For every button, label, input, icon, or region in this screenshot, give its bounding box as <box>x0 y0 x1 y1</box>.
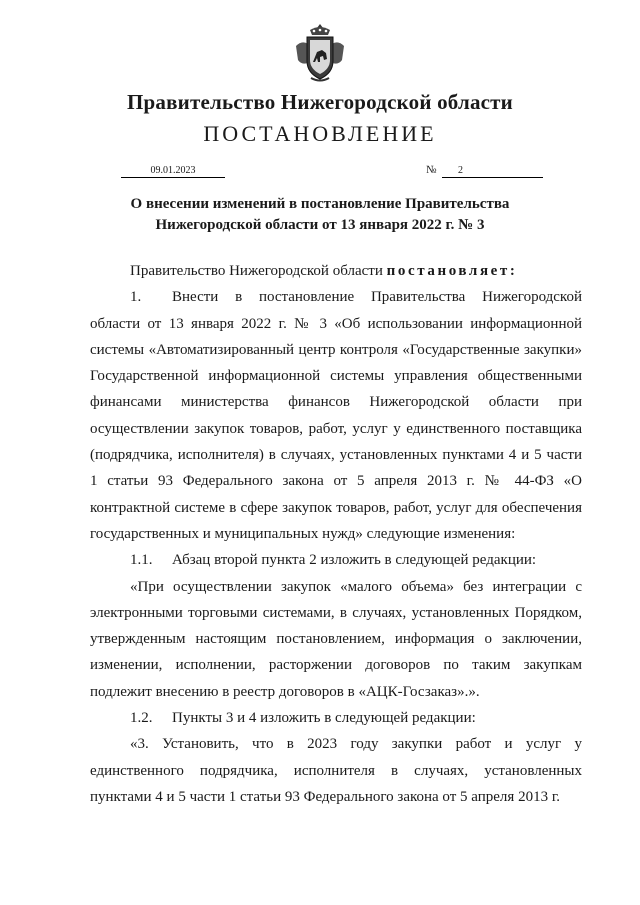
document-title-line: О внесении изменений в постановление Правительства <box>130 196 510 212</box>
intro-verb: постановляет: <box>386 263 518 279</box>
quote-paragraph-2: «3. Установить, что в 2023 году закупки работ и услуг у единственного подрядчика, исполнителя в случаях, установленных пунктами 4 и 5 части 1 статьи 93 Федерального закона от 5 апреля 2013 г. <box>90 736 582 805</box>
document-body <box>90 258 582 810</box>
paragraph-text: Внести в постановление Правительства Нижегородской области от 13 января 2022 г. № 3 «Об использовании информационной системы «Автоматизированный центр контроля «Государственные закупки» Государственной информационной системы управления общественными финансами министерства финансов Нижегородской области при осуществлении закупок товаров, работ, услуг у единственного поставщика (подрядчика, исполнителя) в случаях, установленных пунктами 4 и 5 части 1 статьи 93 Федерального закона от 5 апреля 2013 г. № 44-ФЗ «О контрактной системе в сфере закупок товаров, работ, услуг для обеспечения государственных и муниципальных нужд» следующие изменения: <box>90 289 582 542</box>
paragraph-text: Абзац второй пункта 2 изложить в следующей редакции: <box>172 552 537 569</box>
paragraph-1-1 <box>90 547 582 573</box>
paragraph-text: Пункты 3 и 4 изложить в следующей редакции: <box>172 710 476 727</box>
document-title-line: Нижегородской области от 13 января 2022 г. № 3 <box>155 217 485 233</box>
coat-of-arms-icon <box>294 22 346 84</box>
intro-paragraph <box>90 258 582 284</box>
paragraph-1 <box>90 284 582 547</box>
decree-date: 09.01.2023 <box>121 164 225 178</box>
quote-paragraph-1: «При осуществлении закупок «малого объема» без интеграции с электронными торговыми системами, в случаях, установленных Порядком, утвержденным настоящим постановлением, информация о заключении, изменении, исполнении, расторжении договоров по таким закупкам подлежит внесению в реестр договоров в «АЦК-Госзаказ».». <box>90 578 582 700</box>
paragraph-number: 1.1. <box>130 552 153 569</box>
government-name: Правительство Нижегородской области <box>127 90 513 114</box>
paragraph-1-2 <box>90 705 582 731</box>
intro-prefix: Правительство Нижегородской области <box>130 263 383 279</box>
paragraph-number: 1. <box>130 289 142 306</box>
decree-number: 2 <box>442 164 543 178</box>
paragraph-number: 1.2. <box>130 710 153 727</box>
decree-number-label: № <box>426 164 437 176</box>
document-title <box>0 194 640 236</box>
document-type: ПОСТАНОВЛЕНИЕ <box>203 121 437 146</box>
